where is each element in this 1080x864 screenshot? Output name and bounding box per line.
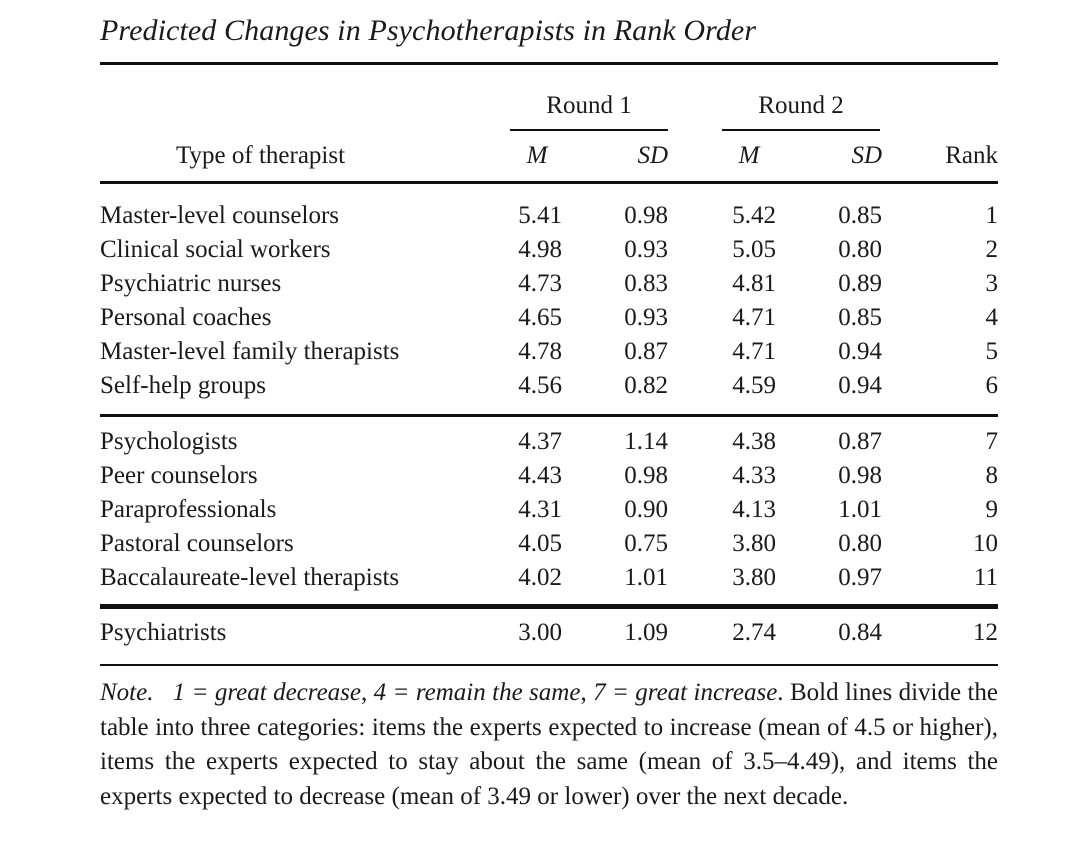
round1-sd-header: SD [637, 142, 668, 169]
round2-mean: 4.13 [732, 496, 776, 523]
therapist-name: Personal coaches [100, 304, 272, 331]
round1-sd: 0.75 [624, 530, 668, 557]
rank-value: 2 [985, 236, 998, 263]
top-rule [100, 62, 998, 65]
round1-sd: 1.01 [624, 564, 668, 591]
round2-underline [722, 129, 880, 131]
round2-sd: 0.94 [838, 372, 882, 399]
rank-value: 3 [985, 270, 998, 297]
rank-value: 5 [985, 338, 998, 365]
note-scale-7: 7 = great increase [593, 679, 778, 706]
round2-sd: 0.97 [838, 564, 882, 591]
round2-mean: 2.74 [732, 619, 776, 646]
round1-mean: 4.98 [518, 236, 562, 263]
therapist-name: Self-help groups [100, 372, 266, 399]
round1-sd: 1.14 [624, 428, 668, 455]
round1-m-header: M [526, 142, 548, 169]
note-scale-4: 4 = remain the same [373, 679, 581, 706]
round2-mean: 4.81 [732, 270, 776, 297]
round2-mean: 4.71 [732, 338, 776, 365]
round1-mean: 4.37 [518, 428, 562, 455]
type-of-therapist-header: Type of therapist [176, 142, 346, 169]
round2-header: Round 2 [758, 92, 844, 119]
table-row [100, 202, 998, 236]
round1-mean: 3.00 [518, 619, 562, 646]
round2-sd: 0.89 [838, 270, 882, 297]
table-row [100, 564, 998, 598]
table-row [100, 338, 998, 372]
rank-value: 9 [985, 496, 998, 523]
table-row [100, 304, 998, 338]
round1-header: Round 1 [546, 92, 632, 119]
therapist-name: Psychologists [100, 428, 238, 455]
rank-value: 6 [985, 372, 998, 399]
round1-sd: 0.82 [624, 372, 668, 399]
round1-sd: 1.09 [624, 619, 668, 646]
therapist-name: Paraprofessionals [100, 496, 277, 523]
table-row [100, 619, 998, 653]
rank-value: 12 [973, 619, 998, 646]
round1-sd: 0.93 [624, 304, 668, 331]
round1-underline [510, 129, 668, 131]
therapist-name: Master-level counselors [100, 202, 340, 229]
note-label: Note. [100, 679, 154, 706]
round1-sd: 0.93 [624, 236, 668, 263]
round2-mean: 3.80 [732, 564, 776, 591]
table-note: Note. 1 = great decrease, 4 = remain the same, 7 = great increase. Bold lines divide the table into three categories: items the experts expected to increase (mean of 4.5 or higher), items the experts expected to stay about the same (mean of 3.5–4.49), and items the experts expected to decrease (mean of 3.49 or lower) over the next decade. [100, 679, 999, 810]
round1-sd: 0.90 [624, 496, 668, 523]
round2-sd: 0.85 [838, 202, 882, 229]
round1-mean: 5.41 [518, 202, 562, 229]
round2-sd-header: SD [851, 142, 882, 169]
rank-value: 4 [985, 304, 998, 331]
table-row [100, 270, 998, 304]
round2-mean: 3.80 [732, 530, 776, 557]
table-row [100, 530, 998, 564]
table-row [100, 428, 998, 462]
round1-mean: 4.05 [518, 530, 562, 557]
rank-header: Rank [945, 142, 998, 169]
therapist-name: Peer counselors [100, 462, 258, 489]
round1-mean: 4.78 [518, 338, 562, 365]
therapist-name: Psychiatrists [100, 619, 227, 646]
header-rule [100, 181, 998, 184]
rank-value: 7 [985, 428, 998, 455]
round1-sd: 0.87 [624, 338, 668, 365]
table-row [100, 236, 998, 270]
bottom-rule [100, 664, 998, 666]
therapist-name: Master-level family therapists [100, 338, 400, 365]
note-scale-1: 1 = great decrease [172, 679, 361, 706]
round2-sd: 0.87 [838, 428, 882, 455]
round1-mean: 4.31 [518, 496, 562, 523]
divider-rule-decrease [100, 604, 998, 609]
round1-mean: 4.02 [518, 564, 562, 591]
round2-sd: 0.80 [838, 236, 882, 263]
note-text: . Bold lines divide the table into three categories: items the experts expected to increase (mean of 4.5 or higher), items the experts expected to stay about the same (mean of 3.5–4.49), and items the experts expected to decrease (mean of 3.49 or lower) over the next decade. [100, 679, 999, 810]
round1-sd: 0.83 [624, 270, 668, 297]
round2-sd: 0.84 [838, 619, 882, 646]
round1-mean: 4.65 [518, 304, 562, 331]
round2-mean: 4.71 [732, 304, 776, 331]
therapist-name: Psychiatric nurses [100, 270, 282, 297]
round2-sd: 0.80 [838, 530, 882, 557]
therapist-name: Clinical social workers [100, 236, 331, 263]
therapist-name: Pastoral counselors [100, 530, 294, 557]
round1-mean: 4.43 [518, 462, 562, 489]
therapist-name: Baccalaureate-level therapists [100, 564, 400, 591]
table-row [100, 496, 998, 530]
table-title: Predicted Changes in Psychotherapists in Rank Order [100, 14, 757, 47]
rank-value: 8 [985, 462, 998, 489]
round2-m-header: M [738, 142, 760, 169]
round2-sd: 0.94 [838, 338, 882, 365]
round1-mean: 4.73 [518, 270, 562, 297]
round2-mean: 4.38 [732, 428, 776, 455]
table-row [100, 372, 998, 406]
divider-rule-increase [100, 414, 998, 417]
round1-mean: 4.56 [518, 372, 562, 399]
table-row [100, 462, 998, 496]
round1-sd: 0.98 [624, 202, 668, 229]
round1-sd: 0.98 [624, 462, 668, 489]
round2-sd: 1.01 [838, 496, 882, 523]
rank-value: 10 [973, 530, 998, 557]
round2-sd: 0.98 [838, 462, 882, 489]
round2-sd: 0.85 [838, 304, 882, 331]
round2-mean: 4.59 [732, 372, 776, 399]
round2-mean: 5.05 [732, 236, 776, 263]
round2-mean: 4.33 [732, 462, 776, 489]
round2-mean: 5.42 [732, 202, 776, 229]
rank-value: 11 [973, 564, 998, 591]
rank-value: 1 [985, 202, 998, 229]
